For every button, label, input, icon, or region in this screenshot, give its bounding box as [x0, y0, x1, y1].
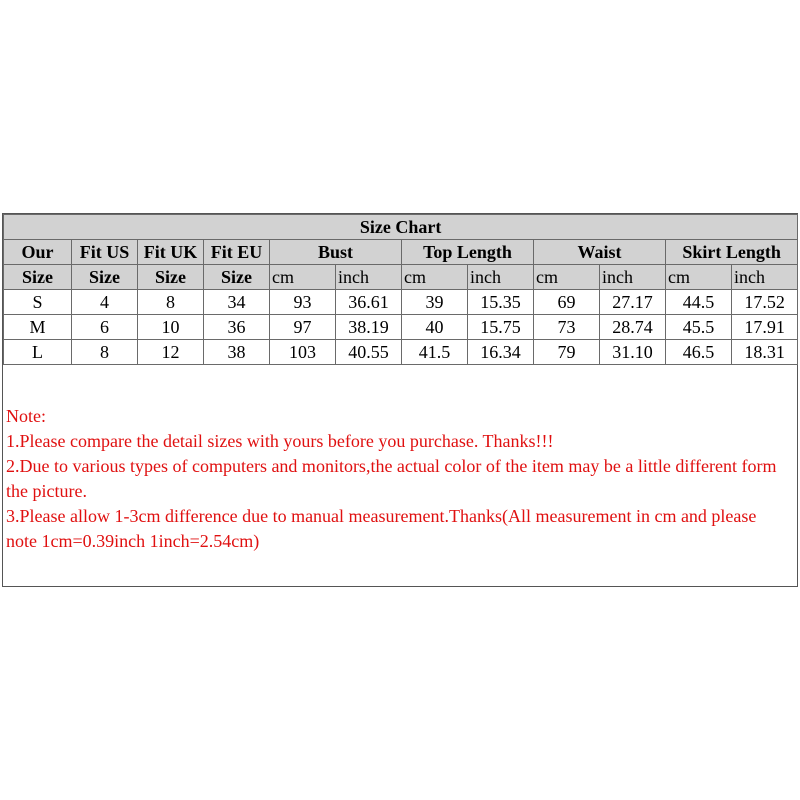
table-cell: 38: [204, 340, 270, 365]
table-cell: 16.34: [468, 340, 534, 365]
unit-inch: inch: [600, 265, 666, 290]
table-cell: 17.91: [732, 315, 798, 340]
table-cell: S: [4, 290, 72, 315]
header-top-length: Top Length: [402, 240, 534, 265]
unit-inch: inch: [468, 265, 534, 290]
header-fit-us: Fit US: [72, 240, 138, 265]
notes-block: [6, 404, 791, 554]
table-cell: 41.5: [402, 340, 468, 365]
table-cell: 44.5: [666, 290, 732, 315]
header-row-1: [4, 240, 798, 265]
table-cell: 27.17: [600, 290, 666, 315]
table-cell: 40: [402, 315, 468, 340]
table-cell: 12: [138, 340, 204, 365]
size-chart-sheet: [2, 213, 798, 587]
table-cell: 46.5: [666, 340, 732, 365]
table-row: [4, 290, 798, 315]
table-cell: 15.35: [468, 290, 534, 315]
table-cell: 73: [534, 315, 600, 340]
table-row: [4, 315, 798, 340]
table-cell: M: [4, 315, 72, 340]
table-cell: 17.52: [732, 290, 798, 315]
header-fit-eu: Fit EU: [204, 240, 270, 265]
table-cell: L: [4, 340, 72, 365]
table-cell: 69: [534, 290, 600, 315]
header-our-size: Size: [4, 265, 72, 290]
note-1: 1.Please compare the detail sizes with yours before you purchase. Thanks!!!: [6, 431, 554, 451]
table-cell: 8: [72, 340, 138, 365]
header-bust: Bust: [270, 240, 402, 265]
note-3: 3.Please allow 1-3cm difference due to manual measurement.Thanks(All measurement in cm and please note 1cm=0.39inch 1inch=2.54cm): [6, 506, 757, 551]
header-fit-uk: Fit UK: [138, 240, 204, 265]
header-fit-eu-size: Size: [204, 265, 270, 290]
table-cell: 6: [72, 315, 138, 340]
note-2: 2.Due to various types of computers and monitors,the actual color of the item may be a little different form the picture.: [6, 456, 777, 501]
table-cell: 38.19: [336, 315, 402, 340]
table-cell: 28.74: [600, 315, 666, 340]
unit-inch: inch: [336, 265, 402, 290]
unit-inch: inch: [732, 265, 798, 290]
unit-cm: cm: [270, 265, 336, 290]
table-cell: 103: [270, 340, 336, 365]
table-cell: 36: [204, 315, 270, 340]
table-cell: 97: [270, 315, 336, 340]
table-cell: 15.75: [468, 315, 534, 340]
table-cell: 45.5: [666, 315, 732, 340]
table-cell: 93: [270, 290, 336, 315]
table-cell: 8: [138, 290, 204, 315]
table-cell: 10: [138, 315, 204, 340]
unit-cm: cm: [666, 265, 732, 290]
notes-heading: Note:: [6, 406, 46, 426]
table-cell: 40.55: [336, 340, 402, 365]
header-fit-uk-size: Size: [138, 265, 204, 290]
chart-title: Size Chart: [4, 215, 798, 240]
table-cell: 39: [402, 290, 468, 315]
table-cell: 18.31: [732, 340, 798, 365]
header-waist: Waist: [534, 240, 666, 265]
table-cell: 36.61: [336, 290, 402, 315]
size-chart-table: [3, 214, 798, 365]
header-skirt-length: Skirt Length: [666, 240, 798, 265]
header-our: Our: [4, 240, 72, 265]
unit-cm: cm: [534, 265, 600, 290]
table-cell: 4: [72, 290, 138, 315]
title-row: [4, 215, 798, 240]
table-cell: 31.10: [600, 340, 666, 365]
table-cell: 79: [534, 340, 600, 365]
table-cell: 34: [204, 290, 270, 315]
header-row-2: [4, 265, 798, 290]
header-fit-us-size: Size: [72, 265, 138, 290]
unit-cm: cm: [402, 265, 468, 290]
table-row: [4, 340, 798, 365]
